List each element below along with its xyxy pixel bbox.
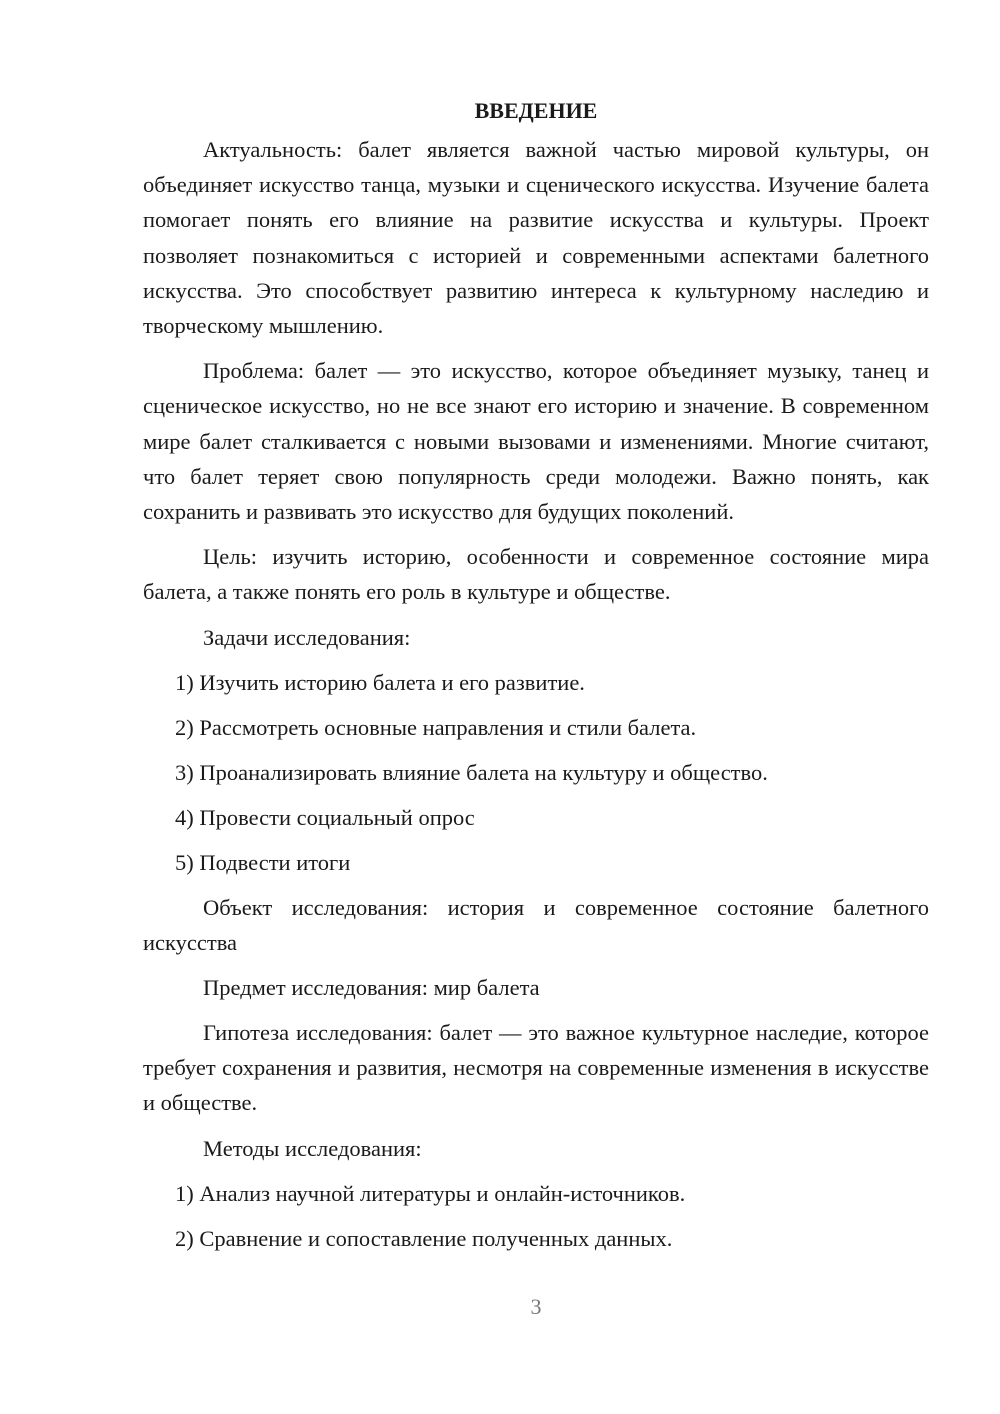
method-item: 2) Сравнение и сопоставление полученных данных. (175, 1225, 673, 1251)
task-item: 1) Изучить историю балета и его развитие. (175, 669, 585, 695)
hypothesis-paragraph: Гипотеза исследования: балет — это важное культурное наследие, которое требует сохранения и развития, несмотря на современные изменения в искусстве и обществе. (143, 1020, 929, 1116)
task-item: 4) Провести социальный опрос (175, 804, 475, 830)
task-item: 3) Проанализировать влияние балета на культуру и общество. (175, 759, 768, 785)
object-paragraph: Объект исследования: история и современное состояние балетного искусства (143, 894, 929, 955)
method-item: 1) Анализ научной литературы и онлайн-источников. (175, 1180, 686, 1206)
problem-paragraph: Проблема: балет — это искусство, которое объединяет музыку, танец и сценическое искусство, но не все знают его историю и значение. В современном мире балет сталкивается с новыми вызовами и изменениями. Многие считают, что балет теряет свою популярность среди молодежи. Важно понять, как сохранить и развивать это искусство для будущих поколений. (143, 358, 929, 525)
relevance-paragraph: Актуальность: балет является важной частью мировой культуры, он объединяет искусство танца, музыки и сценического искусства. Изучение балета помогает понять его влияние на развитие искусства и культуры. Проект позволяет познакомиться с историей и современными аспектами балетного искусства. Это способствует развитию интереса к культурному наследию и творческому мышлению. (143, 137, 929, 339)
task-item: 2) Рассмотреть основные направления и стили балета. (175, 714, 697, 740)
goal-paragraph: Цель: изучить историю, особенности и современное состояние мира балета, а также понять его роль в культуре и обществе. (143, 544, 929, 605)
subject-line: Предмет исследования: мир балета (203, 975, 540, 1001)
task-item: 5) Подвести итоги (175, 849, 351, 875)
methods-label: Методы исследования: (203, 1135, 422, 1161)
page-number: 3 (530, 1294, 542, 1319)
tasks-label: Задачи исследования: (203, 624, 411, 650)
page-title: ВВЕДЕНИЕ (474, 98, 598, 123)
document-page (143, 96, 929, 1266)
